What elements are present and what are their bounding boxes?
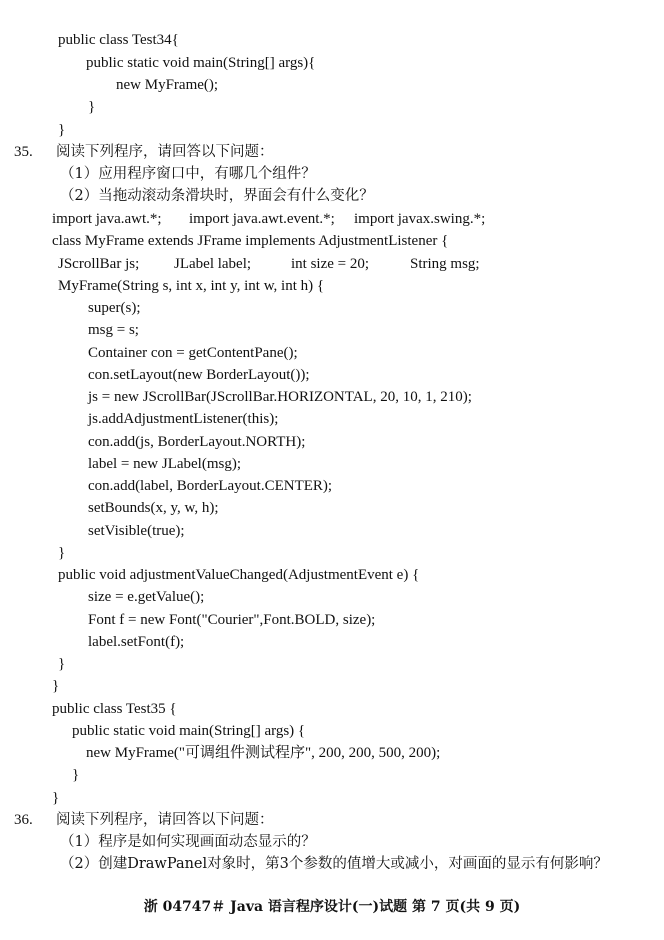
code-line: JScrollBar js; (58, 256, 140, 272)
code-line: public class Test35 { (52, 701, 177, 717)
code-line: new MyFrame(); (116, 77, 219, 93)
code-line: setBounds(x, y, w, h); (88, 500, 219, 516)
code-line: JLabel label; (174, 256, 252, 272)
code-line: MyFrame(String s, int x, int y, int w, int h) { (58, 278, 325, 294)
code-line: import java.awt.event.*; (189, 211, 335, 227)
code-line: int size = 20; (291, 256, 370, 272)
code-line: super(s); (88, 300, 141, 316)
sub-question: （2）当拖动滚动条滑块时，界面会有什么变化？ (60, 188, 374, 204)
code-line: js.addAdjustmentListener(this); (88, 411, 279, 427)
sub-question: （2）创建DrawPanel对象时，第3个参数的值增大或减小，对画面的显示有何影响？ (60, 856, 608, 872)
code-line: } (58, 545, 66, 561)
code-line: } (58, 122, 66, 138)
code-line: msg = s; (88, 322, 139, 338)
code-line: Font f = new Font("Courier",Font.BOLD, size); (88, 612, 376, 628)
code-line: } (58, 656, 66, 672)
code-line: new MyFrame("可调组件测试程序", 200, 200, 500, 200); (86, 745, 441, 761)
code-line: class MyFrame extends JFrame implements AdjustmentListener { (52, 233, 449, 249)
page-footer: 浙 04747＃ Java 语言程序设计(一)试题 第 7 页(共 9 页) (143, 899, 521, 915)
code-line: con.add(label, BorderLayout.CENTER); (88, 478, 333, 494)
sub-question: （1）应用程序窗口中，有哪几个组件？ (60, 166, 316, 182)
code-line: js = new JScrollBar(JScrollBar.HORIZONTAL, 20, 10, 1, 210); (88, 389, 472, 405)
code-line: } (72, 767, 80, 783)
code-line: public void adjustmentValueChanged(AdjustmentEvent e) { (58, 567, 420, 583)
code-line: con.setLayout(new BorderLayout()); (88, 367, 310, 383)
code-line: label.setFont(f); (88, 634, 185, 650)
code-line: } (88, 99, 96, 115)
question-number: 36. (14, 812, 33, 828)
sub-question: （1）程序是如何实现画面动态显示的？ (60, 834, 316, 850)
code-line: import java.awt.*; (52, 211, 162, 227)
code-line: con.add(js, BorderLayout.NORTH); (88, 434, 306, 450)
question-number: 35. (14, 144, 33, 160)
code-line: size = e.getValue(); (88, 589, 205, 605)
code-line: public static void main(String[] args){ (86, 55, 316, 71)
code-line: } (52, 678, 60, 694)
code-line: label = new JLabel(msg); (88, 456, 241, 472)
code-line: setVisible(true); (88, 523, 185, 539)
code-line: } (52, 790, 60, 806)
code-line: public class Test34{ (58, 32, 179, 48)
code-line: String msg; (410, 256, 480, 272)
code-line: public static void main(String[] args) { (72, 723, 306, 739)
question-text: 阅读下列程序，请回答以下问题： (56, 144, 274, 160)
code-line: import javax.swing.*; (354, 211, 486, 227)
code-line: Container con = getContentPane(); (88, 345, 298, 361)
question-text: 阅读下列程序，请回答以下问题： (56, 812, 274, 828)
